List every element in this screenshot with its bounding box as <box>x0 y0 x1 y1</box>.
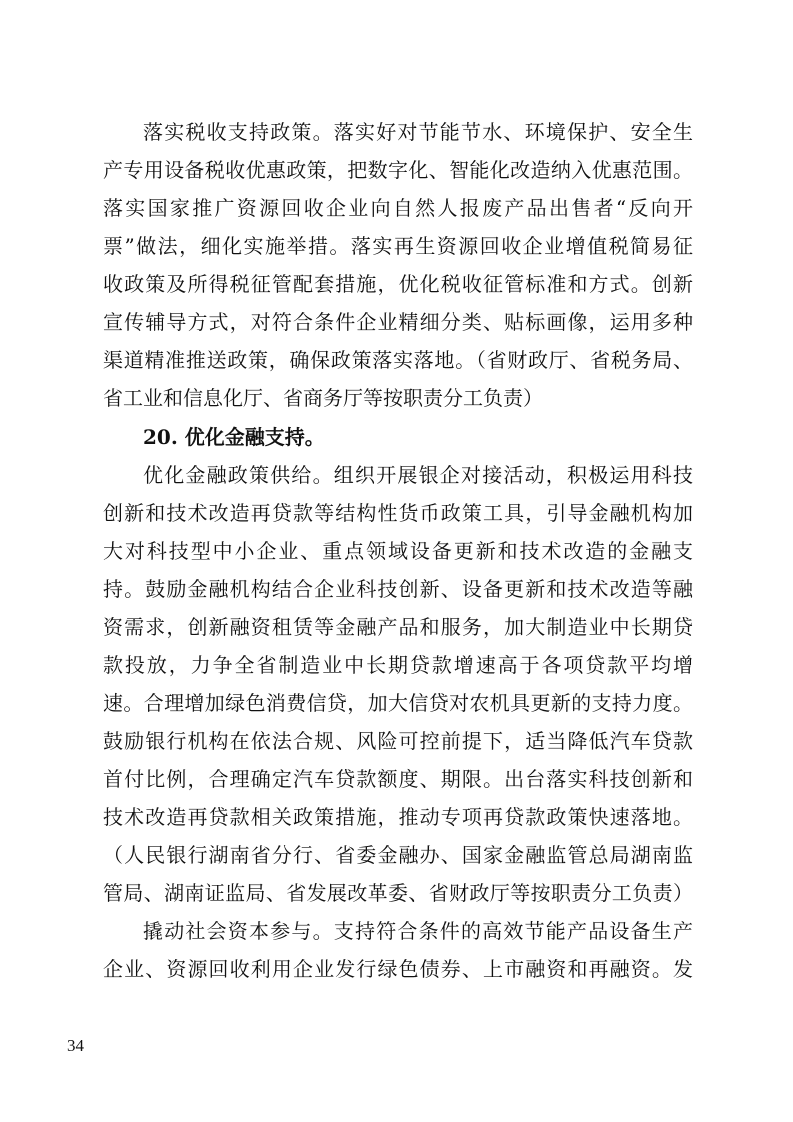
paragraph-1-line-7: 渠道精准推送政策，确保政策落实落地。（省财政厅、省税务局、 <box>103 348 693 372</box>
paragraph-2-line-9: 首付比例，合理确定汽车贷款额度、期限。出台落实科技创新和 <box>103 767 693 791</box>
paragraph-2-line-1: 优化金融政策供给。组织开展银企对接活动，积极运用科技 <box>143 463 693 487</box>
paragraph-1-line-5: 收政策及所得税征管配套措施，优化税收征管标准和方式。创新 <box>103 272 693 296</box>
paragraph-3-line-2: 企业、资源回收利用企业发行绿色债券、上市融资和再融资。发 <box>103 957 693 981</box>
paragraph-2-line-12: 管局、湖南证监局、省发展改革委、省财政厅等按职责分工负责） <box>103 881 693 905</box>
paragraph-2-line-7: 速。合理增加绿色消费信贷，加大信贷对农机具更新的支持力度。 <box>103 691 693 715</box>
paragraph-1-line-2: 产专用设备税收优惠政策，把数字化、智能化改造纳入优惠范围。 <box>103 158 693 182</box>
paragraph-1-line-4: 票”做法，细化实施举措。落实再生资源回收企业增值税简易征 <box>103 234 693 258</box>
paragraph-2-line-4: 持。鼓励金融机构结合企业科技创新、设备更新和技术改造等融 <box>103 577 693 601</box>
paragraph-2-line-11: （人民银行湖南省分行、省委金融办、国家金融监管总局湖南监 <box>103 843 693 867</box>
section-heading: 20. 优化金融支持。 <box>143 425 325 449</box>
paragraph-2-line-2: 创新和技术改造再贷款等结构性货币政策工具，引导金融机构加 <box>103 501 693 525</box>
paragraph-3-line-1: 撬动社会资本参与。支持符合条件的高效节能产品设备生产 <box>143 919 693 943</box>
paragraph-2-line-3: 大对科技型中小企业、重点领域设备更新和技术改造的金融支 <box>103 539 693 563</box>
paragraph-2-line-8: 鼓励银行机构在依法合规、风险可控前提下，适当降低汽车贷款 <box>103 729 693 753</box>
page-number: 34 <box>67 1036 84 1055</box>
paragraph-1-line-1: 落实税收支持政策。落实好对节能节水、环境保护、安全生 <box>143 120 693 144</box>
paragraph-1-line-3: 落实国家推广资源回收企业向自然人报废产品出售者“反向开 <box>103 196 693 220</box>
paragraph-1-line-6: 宣传辅导方式，对符合条件企业精细分类、贴标画像，运用多种 <box>103 310 693 334</box>
paragraph-2-line-5: 资需求，创新融资租赁等金融产品和服务，加大制造业中长期贷 <box>103 615 693 639</box>
paragraph-2-line-6: 款投放，力争全省制造业中长期贷款增速高于各项贷款平均增 <box>103 653 693 677</box>
paragraph-1-line-8: 省工业和信息化厅、省商务厅等按职责分工负责） <box>103 386 543 410</box>
paragraph-2-line-10: 技术改造再贷款相关政策措施，推动专项再贷款政策快速落地。 <box>103 805 693 829</box>
